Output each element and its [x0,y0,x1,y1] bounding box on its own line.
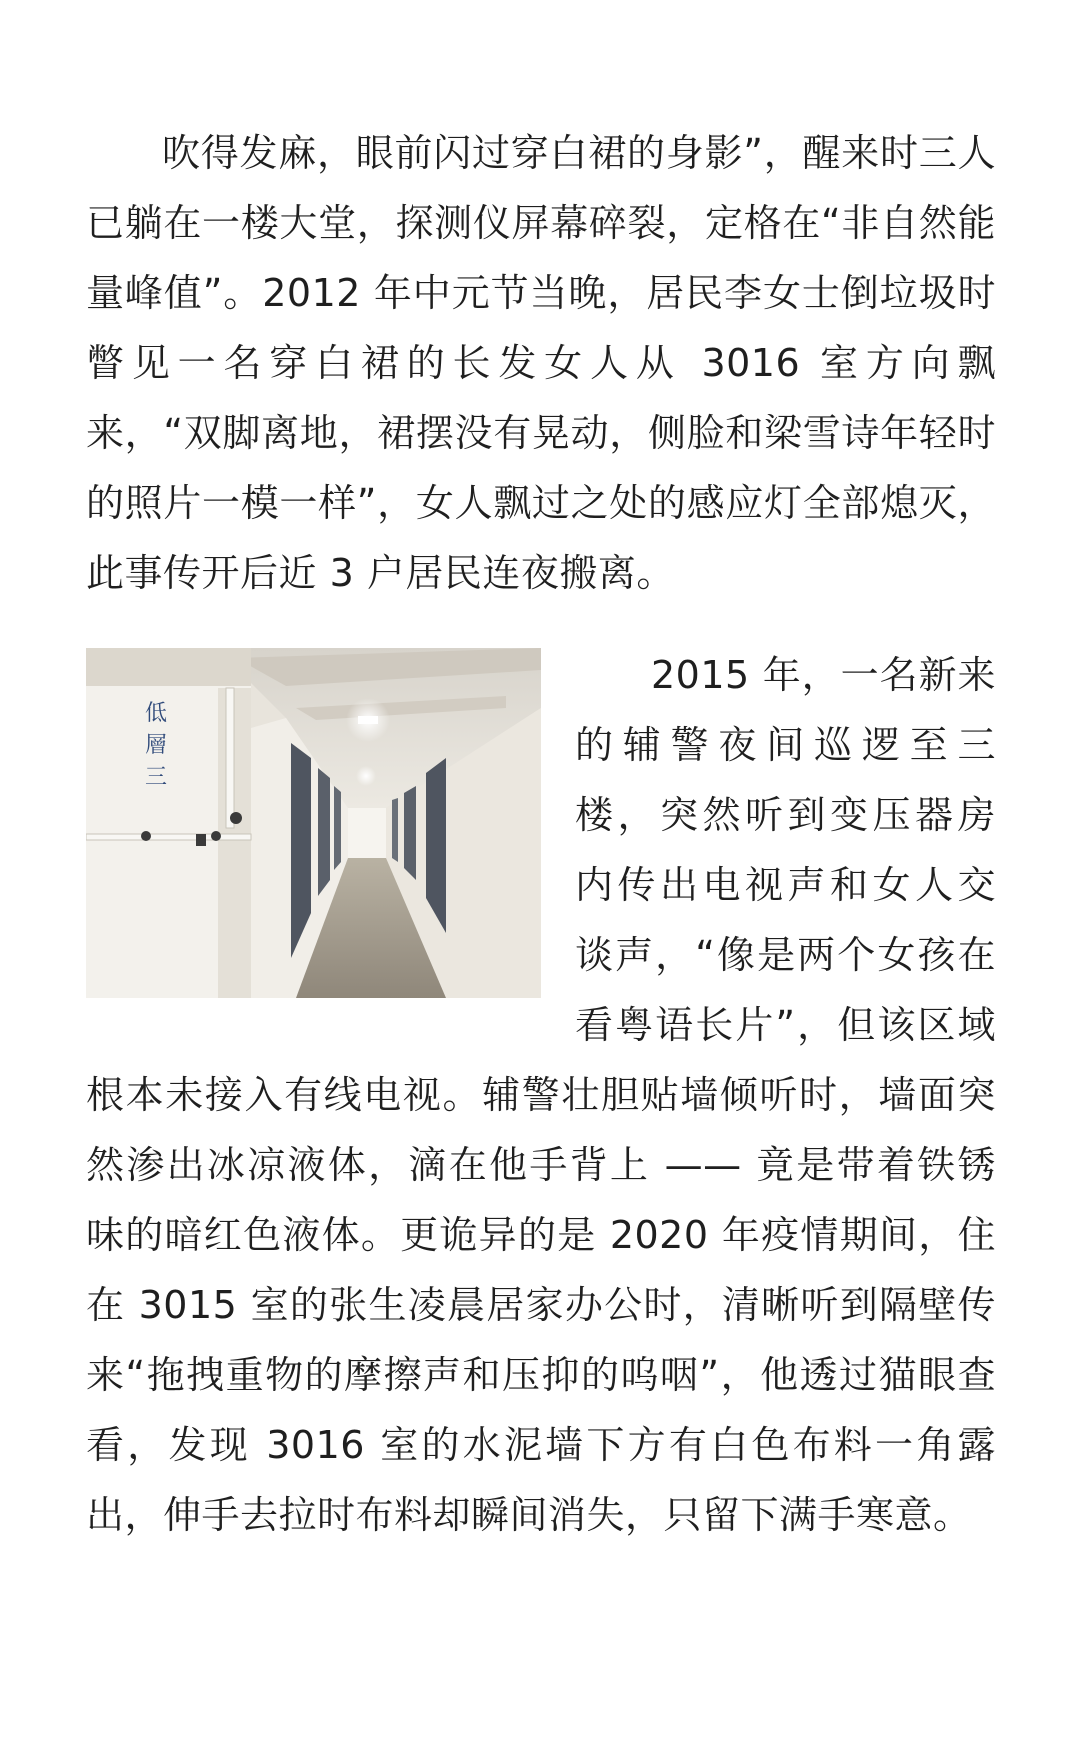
article-body [86,118,996,1550]
sign-char-2: 層 [144,733,168,758]
paragraph-2-block [86,640,996,1550]
sign-char-3: 三 [144,765,168,790]
corridor-photo [86,648,541,998]
sign-char-1: 低 [144,701,168,726]
paragraph-1: 吹得发麻，眼前闪过穿白裙的身影”，醒来时三人已躺在一楼大堂，探测仪屏幕碎裂，定格在“非自然能量峰值”。2012 年中元节当晚，居民李女士倒垃圾时瞥见一名穿白裙的长发女人从 3016 室方向飘来，“双脚离地，裙摆没有晃动，侧脸和梁雪诗年轻时的照片一模一样”，女人飘过之处的感应灯全部熄灭，此事传开后近 3 户居民连夜搬离。 [86,131,996,595]
paragraph-2: 2015 年，一名新来的辅警夜间巡逻至三楼，突然听到变压器房内传出电视声和女人交谈声，“像是两个女孩在看粤语长片”，但该区域根本未接入有线电视。辅警壮胆贴墙倾听时，墙面突然渗出冰凉液体，滴在他手背上 —— 竟是带着铁锈味的暗红色液体。更诡异的是 2020 年疫情期间，住在 3015 室的张生凌晨居家办公时，清晰听到隔壁传来“拖拽重物的摩擦声和压抑的呜咽”，他透过猫眼查看，发现 3016 室的水泥墙下方有白色布料一角露出，伸手去拉时布料却瞬间消失，只留下满手寒意。 [86,653,996,1537]
